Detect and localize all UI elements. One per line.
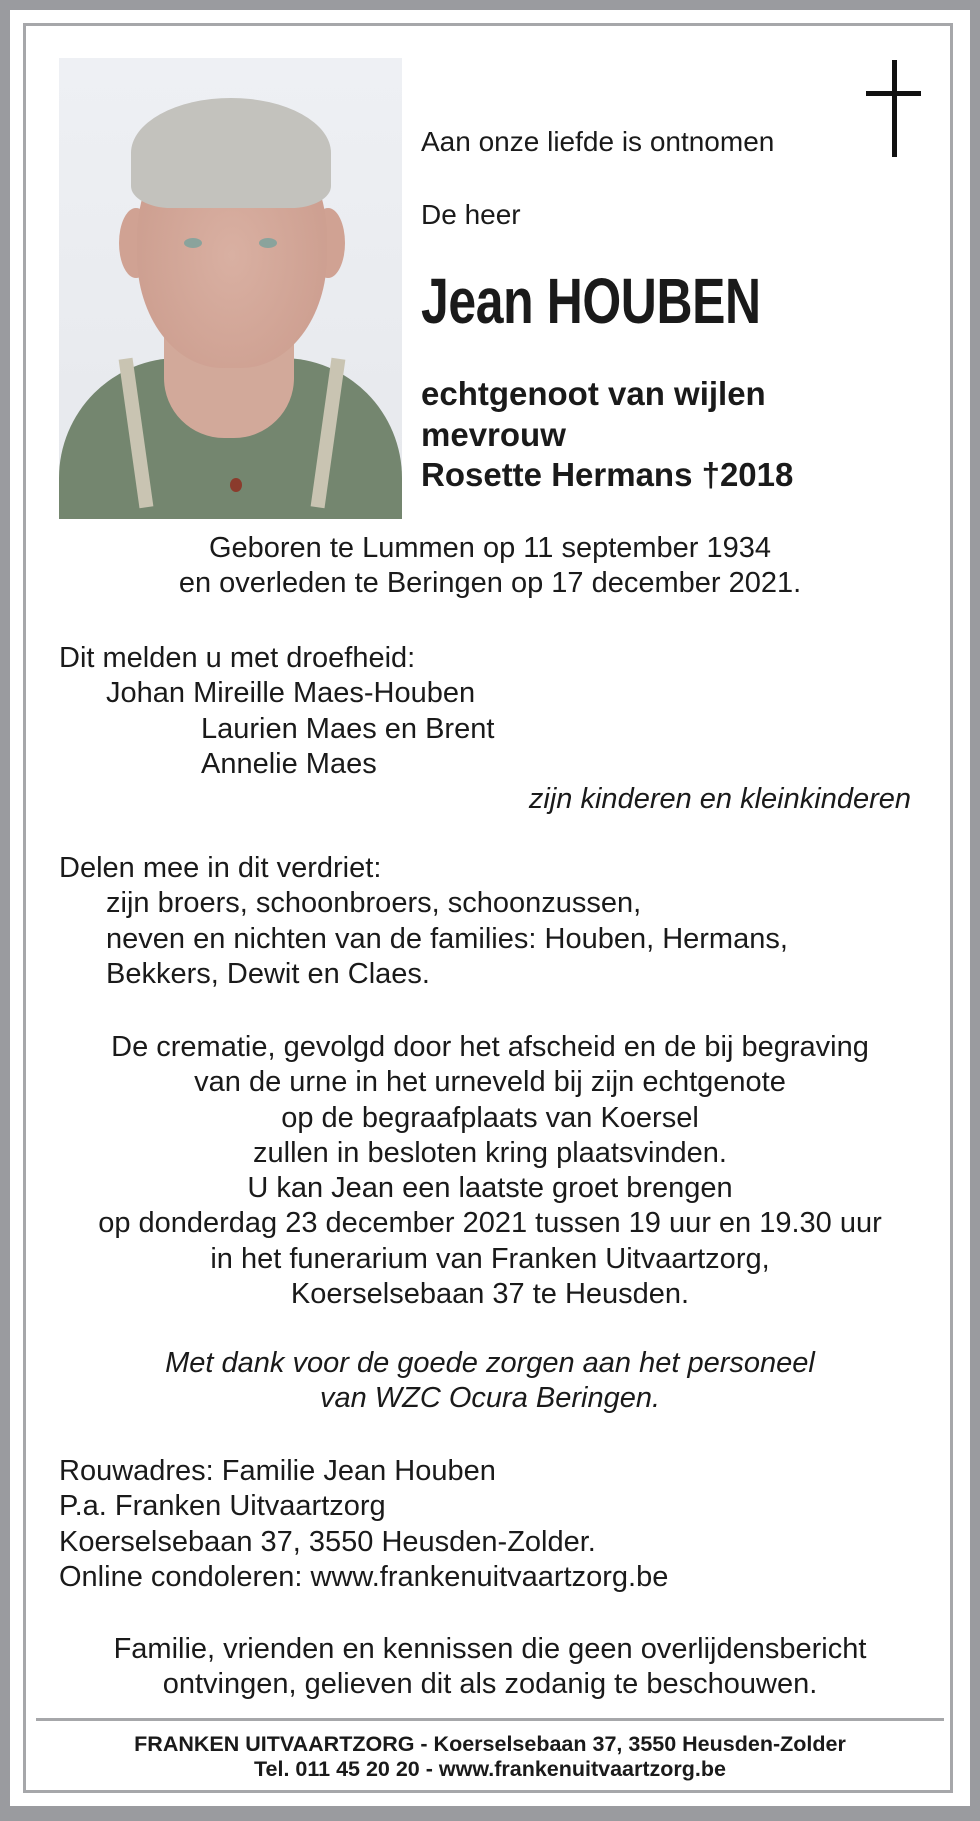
intro-text: Aan onze liefde is ontnomen: [421, 126, 775, 157]
ceremony-line: op de begraafplaats van Koersel: [281, 1101, 699, 1134]
spouse-line: echtgenoot van wijlen: [421, 375, 766, 412]
relation-line: zijn kinderen en kleinkinderen: [528, 783, 911, 816]
sharing-line: zijn broers, schoonbroers, schoonzussen,: [106, 887, 642, 920]
thanks-line: van WZC Ocura Beringen.: [319, 1382, 661, 1415]
address-line: Rouwadres: Familie Jean Houben: [59, 1455, 496, 1487]
spouse-line: mevrouw: [421, 415, 566, 453]
address-block: [59, 1454, 668, 1595]
footer-contact: Tel. 011 45 20 20 - www.frankenuitvaartzorg.be: [254, 1756, 726, 1781]
sharing-line: neven en nichten van de families: Houben, Hermans,: [106, 922, 788, 955]
ceremony-line: Koerselsebaan 37 te Heusden.: [290, 1278, 690, 1311]
portrait-photo: [59, 58, 402, 519]
sharing-line: Bekkers, Dewit en Claes.: [106, 957, 430, 990]
ceremony-line: in het funerarium van Franken Uitvaartzorg,: [210, 1242, 770, 1275]
ceremony-line: zullen in besloten kring plaatsvinden.: [253, 1136, 727, 1169]
announcement-block: [59, 641, 911, 817]
death-line: en overleden te Beringen op 17 december 2021.: [178, 567, 802, 600]
thanks-line: Met dank voor de goede zorgen aan het personeel: [165, 1347, 815, 1379]
funeral-home-footer: [26, 1732, 954, 1781]
sharing-intro: Delen mee in dit verdriet:: [59, 852, 382, 884]
notice-block: [26, 1632, 954, 1703]
ceremony-line: van de urne in het urneveld bij zijn echtgenote: [194, 1066, 786, 1099]
ceremony-line: op donderdag 23 december 2021 tussen 19 uur en 19.30 uur: [98, 1207, 882, 1240]
condolence-link[interactable]: Online condoleren: www.frankenuitvaartzorg.be: [59, 1560, 669, 1593]
notice-line: Familie, vrienden en kennissen die geen overlijdensbericht: [113, 1633, 867, 1665]
footer-address: FRANKEN UITVAARTZORG - Koerselsebaan 37, 3550 Heusden-Zolder: [134, 1732, 846, 1756]
title-text: De heer: [421, 199, 521, 230]
ceremony-line: De crematie, gevolgd door het afscheid en de bij begraving: [111, 1031, 869, 1063]
grandchild-line: Annelie Maes: [201, 747, 377, 780]
children-line: Johan Mireille Maes-Houben: [106, 677, 476, 710]
address-line: P.a. Franken Uitvaartzorg: [59, 1490, 386, 1523]
deceased-name: Jean HOUBEN: [421, 265, 761, 337]
announcement-intro: Dit melden u met droefheid:: [59, 642, 416, 674]
ceremony-line: U kan Jean een laatste groet brengen: [247, 1172, 733, 1205]
spouse-line: Rosette Hermans †2018: [421, 456, 794, 494]
notice-line: ontvingen, gelieven dit als zodanig te beschouwen.: [162, 1668, 818, 1701]
divider: [36, 1718, 944, 1721]
thanks-block: [26, 1346, 954, 1417]
grandchild-line: Laurien Maes en Brent: [201, 712, 495, 745]
birth-death-block: [26, 531, 954, 602]
spouse-block: [421, 374, 793, 496]
ceremony-block: [26, 1030, 954, 1312]
address-line: Koerselsebaan 37, 3550 Heusden-Zolder.: [59, 1525, 596, 1558]
birth-line: Geboren te Lummen op 11 september 1934: [208, 532, 772, 564]
sharing-block: [59, 851, 788, 992]
